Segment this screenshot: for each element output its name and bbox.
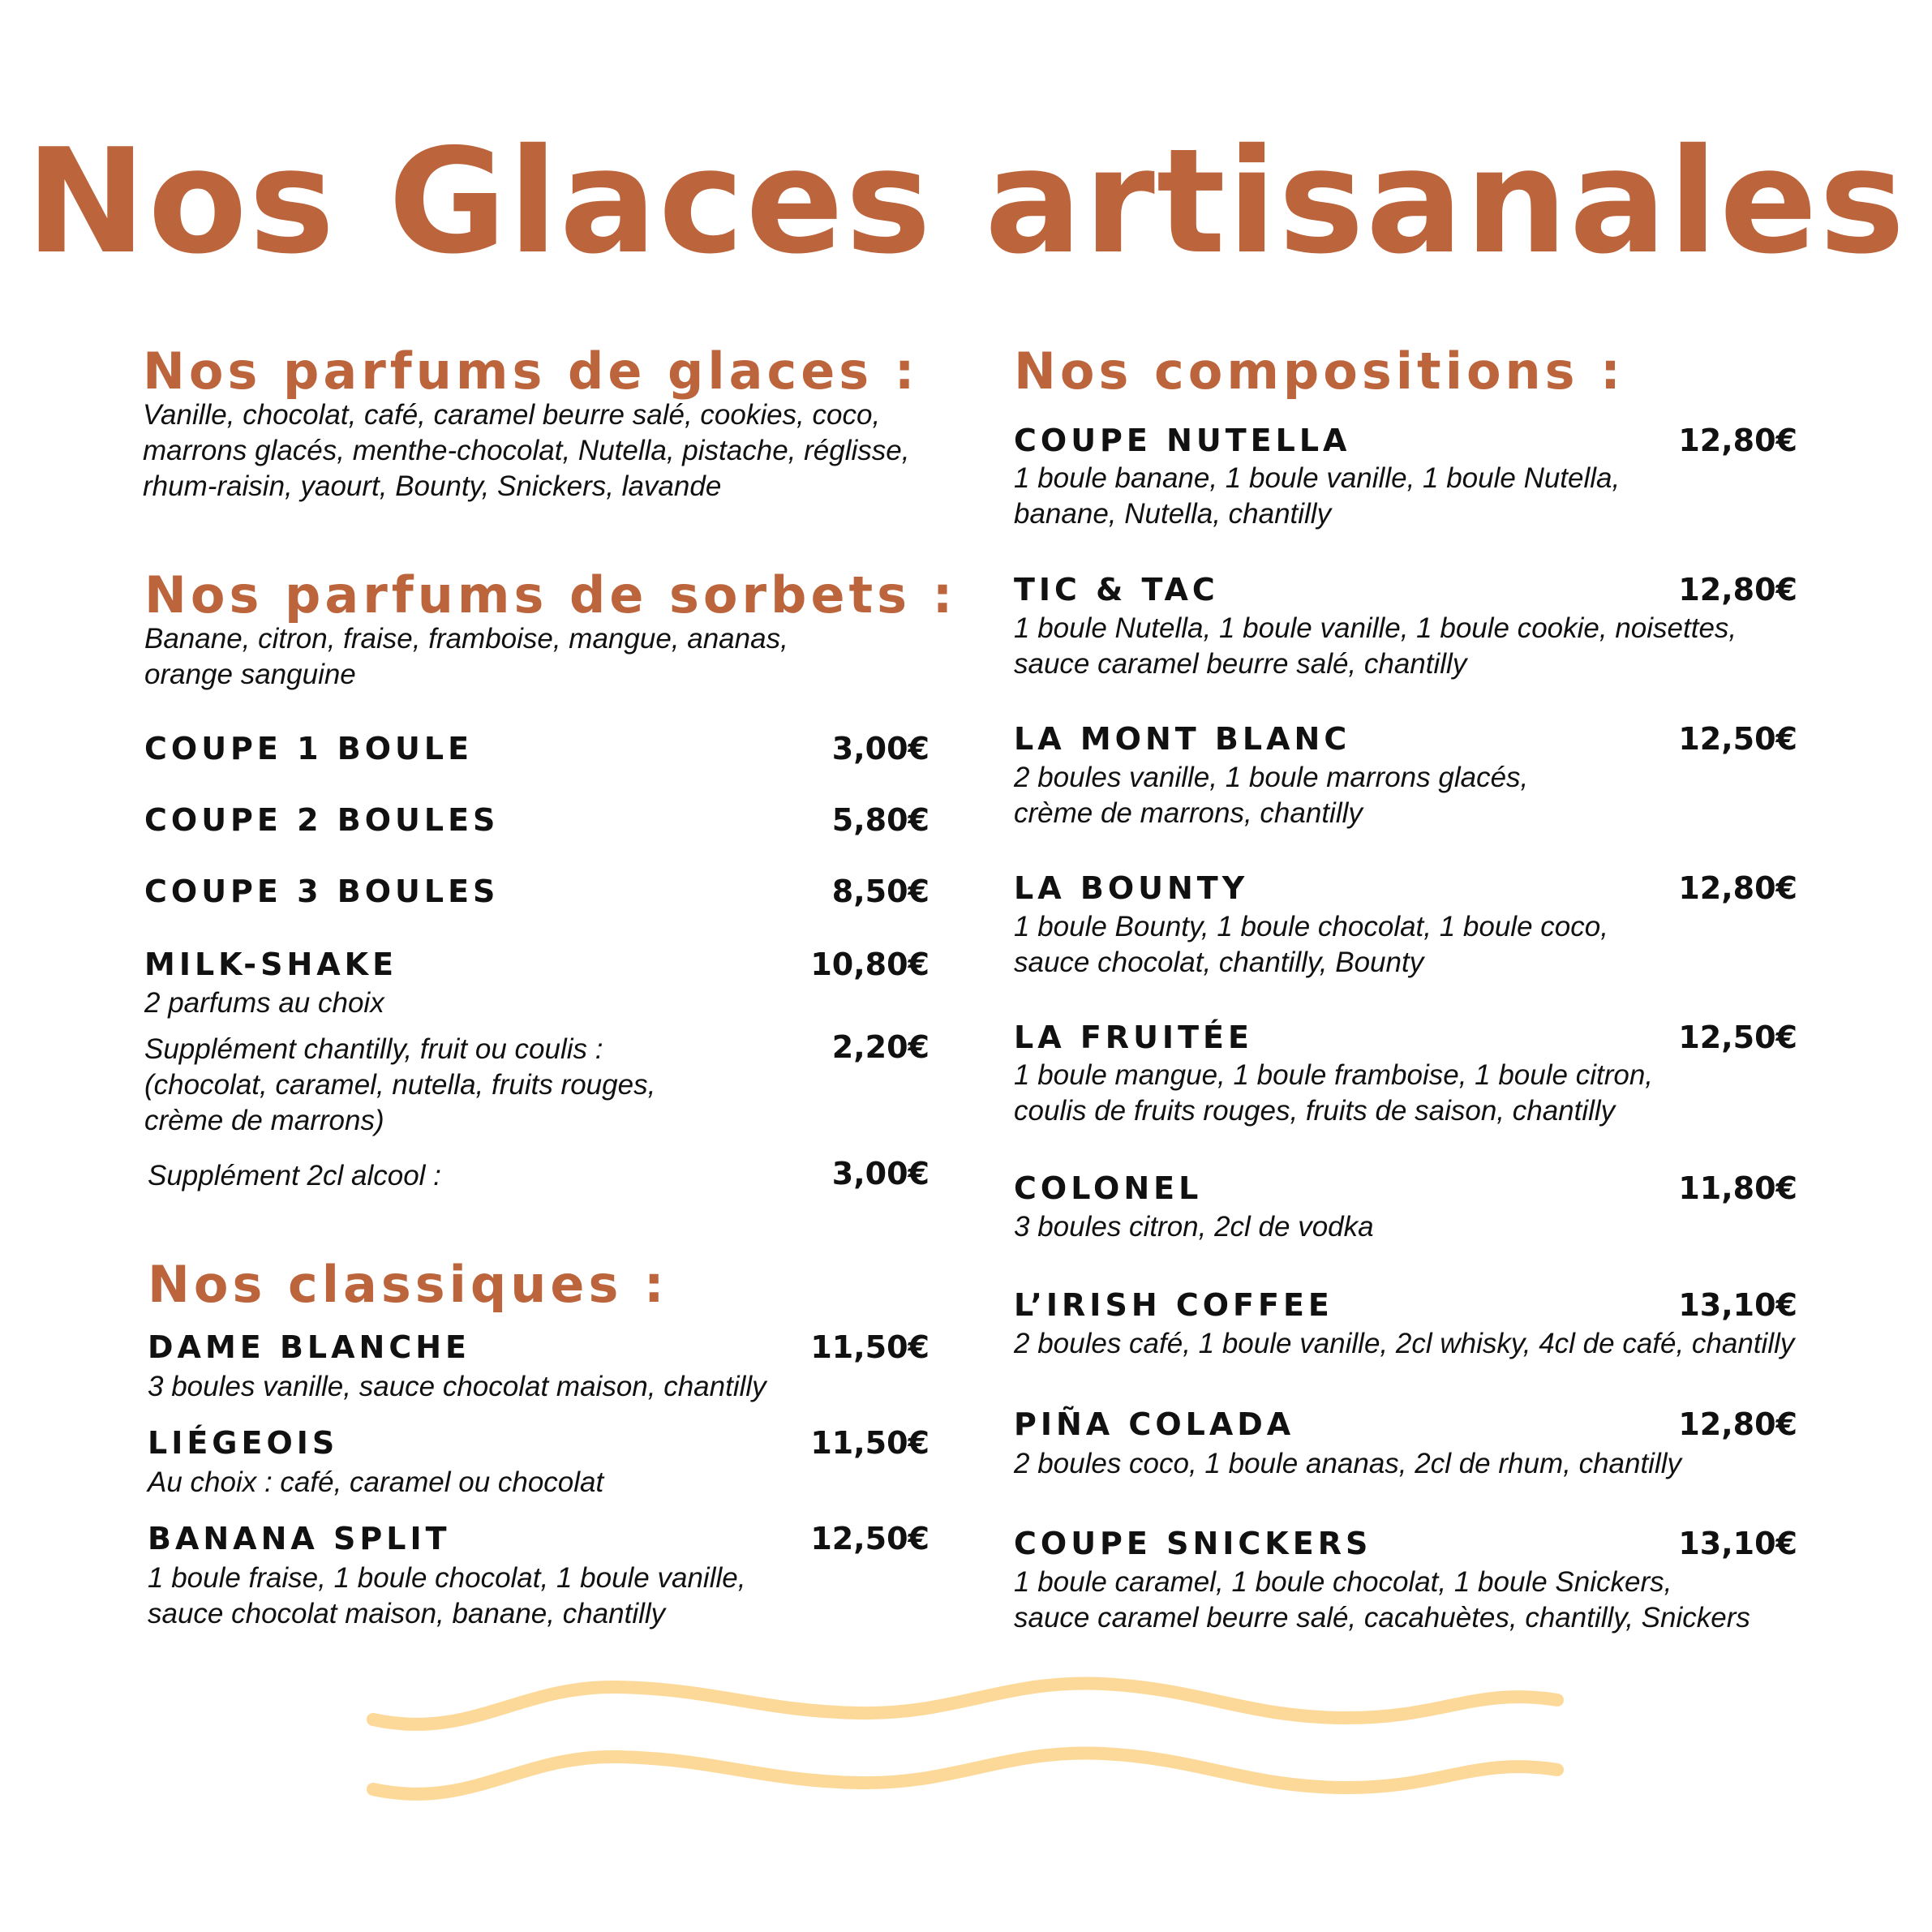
- coupe-nutella-line: 1 boule banane, 1 boule vanille, 1 boule Nutella,: [1014, 462, 1621, 494]
- irish-coffee-desc: 2 boules café, 1 boule vanille, 2cl whisky, 4cl de café, chantilly: [1014, 1328, 1795, 1359]
- banana-split-name: BANANA SPLIT: [148, 1521, 451, 1556]
- milk-shake-desc: 2 parfums au choix: [144, 987, 384, 1019]
- glaces-line: rhum-raisin, yaourt, Bounty, Snickers, lavande: [143, 470, 722, 502]
- liegeois-name: LIÉGEOIS: [148, 1425, 339, 1461]
- classiques-heading: Nos classiques :: [148, 1255, 668, 1314]
- banana-split-line: sauce chocolat maison, banane, chantilly: [148, 1598, 666, 1629]
- coupe-nutella-price: 12,80€: [1678, 423, 1797, 458]
- la-fruitee-line: coulis de fruits rouges, fruits de saison, chantilly: [1014, 1095, 1616, 1127]
- coupe-snickers-price: 13,10€: [1678, 1526, 1797, 1561]
- coupe-2-boules-price: 5,80€: [831, 802, 930, 838]
- supplement-alcool: Supplément 2cl alcool :: [148, 1160, 441, 1191]
- la-bounty-line: sauce chocolat, chantilly, Bounty: [1014, 947, 1424, 978]
- irish-coffee-price: 13,10€: [1678, 1287, 1797, 1323]
- supplement-line: (chocolat, caramel, nutella, fruits rouges,: [144, 1069, 656, 1101]
- wave-line-top: [373, 1683, 1557, 1724]
- liegeois-price: 11,50€: [810, 1425, 930, 1461]
- colonel-name: COLONEL: [1014, 1170, 1203, 1206]
- irish-coffee-name: L’IRISH COFFEE: [1014, 1287, 1333, 1323]
- sorbets-line: Banane, citron, fraise, framboise, mangue, ananas,: [144, 623, 788, 655]
- colonel-price: 11,80€: [1678, 1170, 1797, 1206]
- glaces-line: marrons glacés, menthe-chocolat, Nutella, pistache, réglisse,: [143, 435, 910, 466]
- tic-tac-name: TIC & TAC: [1014, 572, 1219, 608]
- liegeois-desc: Au choix : café, caramel ou chocolat: [148, 1466, 604, 1498]
- sorbets-line: orange sanguine: [144, 659, 356, 690]
- banana-split-line: 1 boule fraise, 1 boule chocolat, 1 boule vanille,: [148, 1562, 746, 1594]
- sorbets-heading: Nos parfums de sorbets :: [144, 565, 957, 625]
- supplement-line: Supplément chantilly, fruit ou coulis :: [144, 1033, 603, 1065]
- tic-tac-line: 1 boule Nutella, 1 boule vanille, 1 boule cookie, noisettes,: [1014, 612, 1737, 644]
- glaces-line: Vanille, chocolat, café, caramel beurre salé, cookies, coco,: [143, 399, 881, 431]
- mont-blanc-price: 12,50€: [1678, 721, 1797, 757]
- tic-tac-price: 12,80€: [1678, 572, 1797, 608]
- supplement-line: crème de marrons): [144, 1105, 384, 1136]
- la-bounty-line: 1 boule Bounty, 1 boule chocolat, 1 boule coco,: [1014, 911, 1608, 942]
- pina-colada-price: 12,80€: [1678, 1406, 1797, 1442]
- dame-blanche-price: 11,50€: [810, 1329, 930, 1365]
- coupe-snickers-line: sauce caramel beurre salé, cacahuètes, chantilly, Snickers: [1014, 1602, 1750, 1634]
- la-fruitee-name: LA FRUITÉE: [1014, 1020, 1253, 1055]
- la-fruitee-price: 12,50€: [1678, 1020, 1797, 1055]
- coupe-2-boules-name: COUPE 2 BOULES: [144, 802, 500, 838]
- coupe-3-boules-price: 8,50€: [831, 874, 930, 909]
- wave-line-bottom: [373, 1753, 1557, 1793]
- coupe-snickers-name: COUPE SNICKERS: [1014, 1526, 1372, 1561]
- dame-blanche-desc: 3 boules vanille, sauce chocolat maison, chantilly: [148, 1371, 766, 1402]
- supplement-chantilly-price: 2,20€: [831, 1029, 930, 1065]
- pina-colada-name: PIÑA COLADA: [1014, 1406, 1295, 1442]
- mont-blanc-line: 2 boules vanille, 1 boule marrons glacés,: [1014, 762, 1529, 793]
- banana-split-price: 12,50€: [810, 1521, 930, 1556]
- coupe-snickers-line: 1 boule caramel, 1 boule chocolat, 1 boule Snickers,: [1014, 1566, 1672, 1598]
- coupe-1-boule-name: COUPE 1 BOULE: [144, 731, 474, 766]
- mont-blanc-line: crème de marrons, chantilly: [1014, 797, 1363, 829]
- milk-shake-name: MILK-SHAKE: [144, 947, 398, 982]
- pina-colada-desc: 2 boules coco, 1 boule ananas, 2cl de rhum, chantilly: [1014, 1448, 1682, 1479]
- coupe-3-boules-name: COUPE 3 BOULES: [144, 874, 500, 909]
- la-bounty-price: 12,80€: [1678, 870, 1797, 906]
- coupe-nutella-name: COUPE NUTELLA: [1014, 423, 1351, 458]
- tic-tac-line: sauce caramel beurre salé, chantilly: [1014, 648, 1467, 680]
- la-fruitee-line: 1 boule mangue, 1 boule framboise, 1 boule citron,: [1014, 1059, 1654, 1091]
- coupe-nutella-line: banane, Nutella, chantilly: [1014, 498, 1332, 530]
- compositions-heading: Nos compositions :: [1014, 341, 1625, 401]
- coupe-1-boule-price: 3,00€: [831, 731, 930, 766]
- dame-blanche-name: DAME BLANCHE: [148, 1329, 470, 1365]
- supplement-alcool-price: 3,00€: [831, 1156, 930, 1191]
- milk-shake-price: 10,80€: [810, 947, 930, 982]
- mont-blanc-name: LA MONT BLANC: [1014, 721, 1351, 757]
- glaces-heading: Nos parfums de glaces :: [143, 341, 919, 401]
- colonel-desc: 3 boules citron, 2cl de vodka: [1014, 1211, 1374, 1243]
- la-bounty-name: LA BOUNTY: [1014, 870, 1249, 906]
- page-title: Nos Glaces artisanales: [25, 118, 1907, 286]
